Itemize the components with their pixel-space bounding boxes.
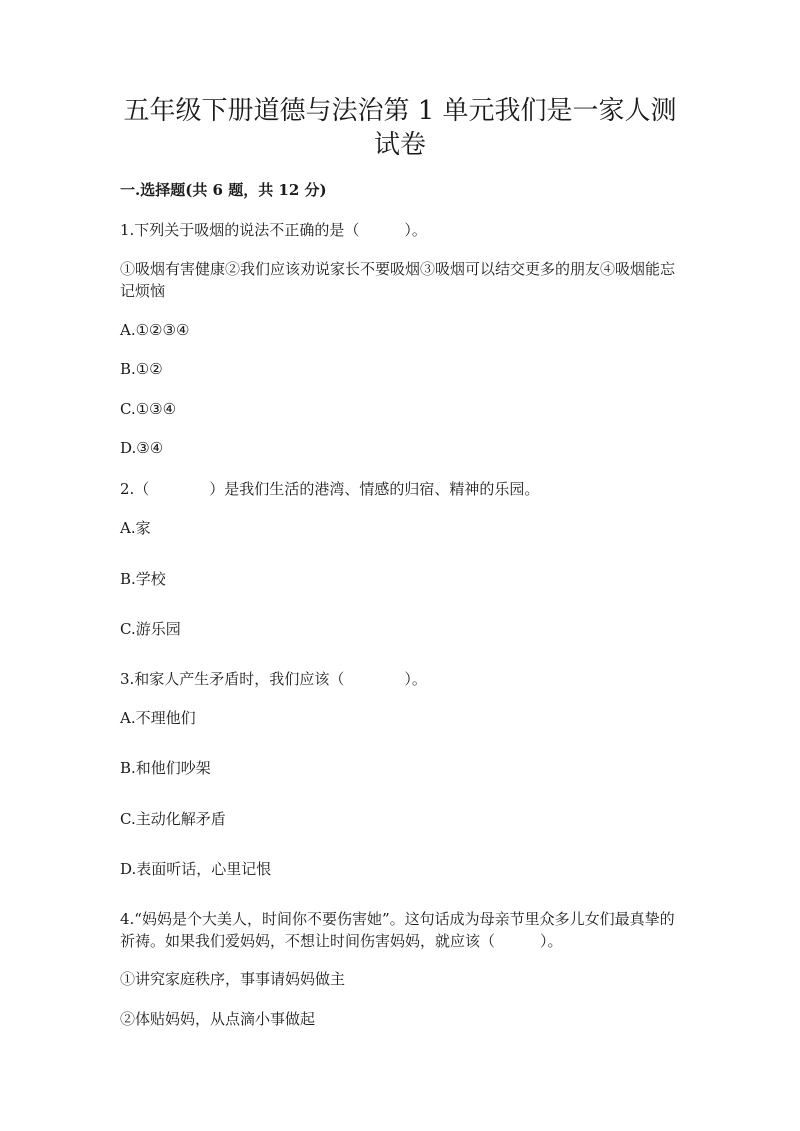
question-1-option-c: C.①③④ (120, 400, 177, 418)
question-2-option-a: A.家 (120, 519, 151, 537)
question-4-statement-1: ①讲究家庭秩序，事事请妈妈做主 (120, 970, 346, 988)
question-3-stem: 3.和家人产生矛盾时，我们应该（ ）。 (120, 670, 427, 688)
question-1-statements: ①吸烟有害健康②我们应该劝说家长不要吸烟③吸烟可以结交更多的朋友④吸烟能忘记烦恼 (120, 260, 676, 300)
section-heading: 一.选择题(共 6 题，共 12 分) (120, 181, 327, 199)
page-title: 五年级下册道德与法治第 1 单元我们是一家人测试卷 (123, 96, 677, 160)
question-4-statement-2: ②体贴妈妈，从点滴小事做起 (120, 1010, 316, 1028)
question-3-option-b: B.和他们吵架 (120, 759, 211, 777)
question-3-option-d: D.表面听话，心里记恨 (120, 860, 272, 878)
question-1-stem: 1.下列关于吸烟的说法不正确的是（ ）。 (120, 221, 427, 239)
question-4-stem: 4.“妈妈是个大美人，时间你不要伤害她”。这句话成为母亲节里众多儿女们最真挚的祈祷。如果我们爱妈妈，不想让时间伤害妈妈，就应该（ ）。 (120, 910, 675, 950)
question-1-option-b: B.①② (120, 360, 163, 378)
question-1-option-a: A.①②③④ (120, 321, 190, 339)
question-2-stem: 2.（ ）是我们生活的港湾、情感的归宿、精神的乐园。 (120, 480, 540, 498)
question-2-option-c: C.游乐园 (120, 620, 181, 638)
question-3-option-a: A.不理他们 (120, 709, 196, 727)
question-2-option-b: B.学校 (120, 570, 166, 588)
question-3-option-c: C.主动化解矛盾 (120, 810, 226, 828)
question-1-option-d: D.③④ (120, 439, 164, 457)
